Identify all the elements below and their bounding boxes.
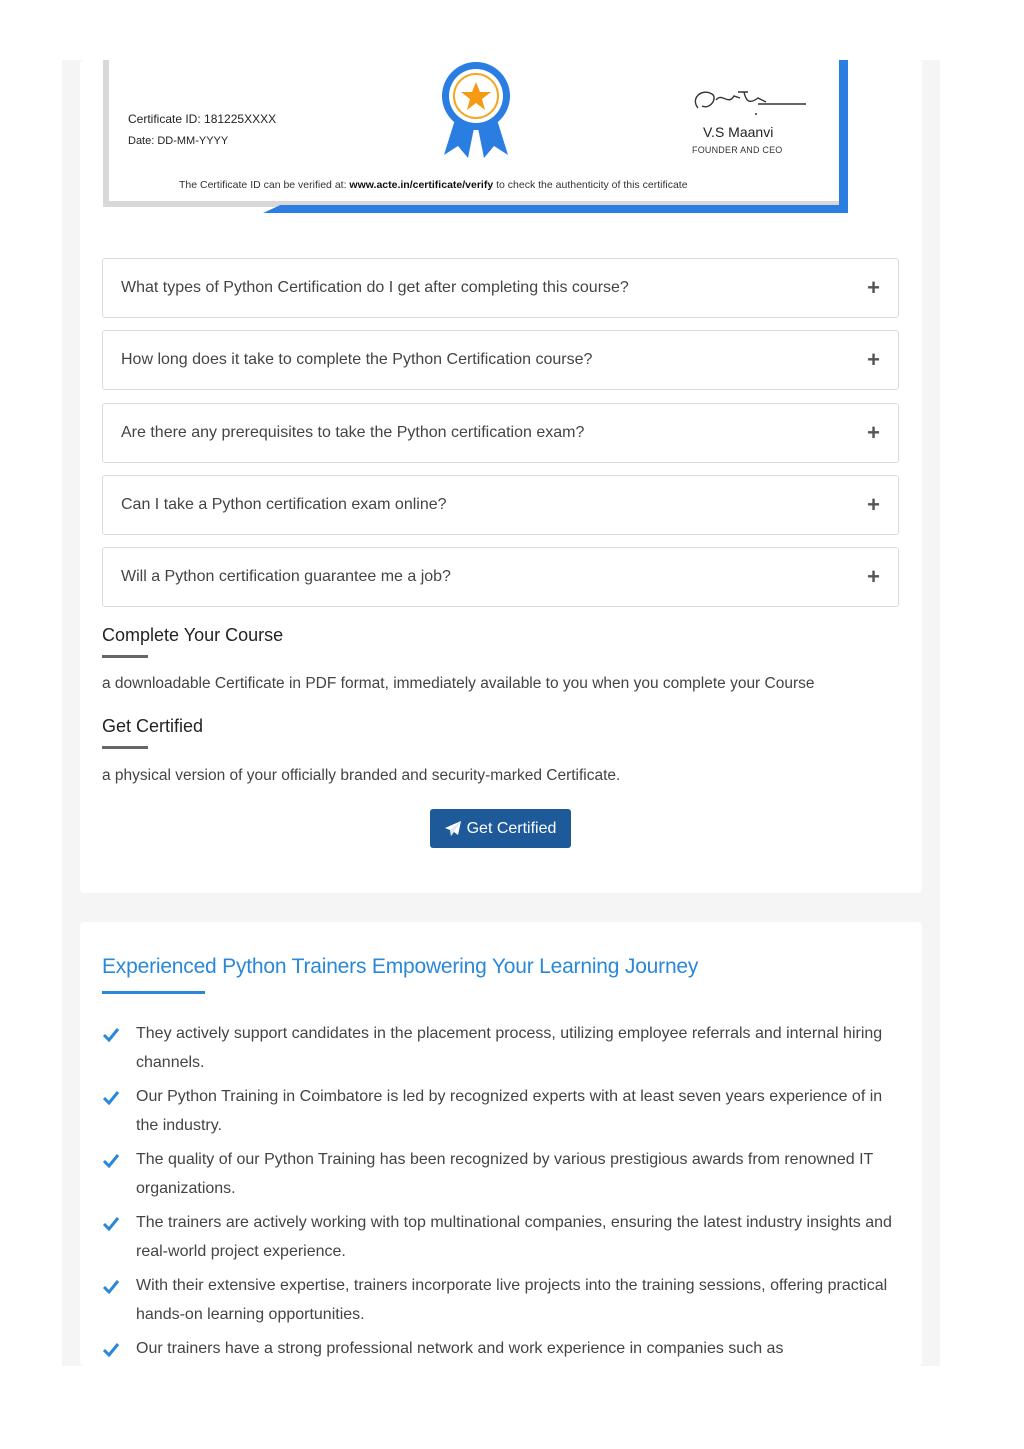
faq-question: Are there any prerequisites to take the Python certification exam?	[121, 424, 585, 441]
check-icon	[102, 1216, 120, 1232]
certificate-image	[103, 60, 848, 213]
plus-icon[interactable]: +	[867, 420, 880, 445]
complete-course-text: a downloadable Certificate in PDF format, immediately available to you when you complete your Course	[102, 675, 815, 692]
faq-item[interactable]	[102, 330, 899, 390]
get-certified-text: a physical version of your officially branded and security-marked Certificate.	[102, 767, 621, 784]
list-item: With their extensive expertise, trainers incorporate live projects into the training sessions, offering practical hands-on learning opportunities.	[102, 1277, 892, 1329]
faq-question: How long does it take to complete the Python Certification course?	[121, 351, 593, 368]
complete-course-title: Complete Your Course	[102, 625, 284, 645]
faq-item[interactable]	[102, 475, 899, 535]
certificate-id: Certificate ID: 181225XXXX	[128, 112, 277, 126]
check-icon	[102, 1153, 120, 1169]
signer-name: V.S Maanvi	[703, 124, 774, 140]
faq-item[interactable]	[102, 258, 899, 318]
get-certified-button-label: Get Certified	[466, 819, 557, 837]
certification-card	[80, 60, 922, 893]
check-icon	[102, 1342, 120, 1358]
signer-role: FOUNDER AND CEO	[692, 145, 783, 155]
plus-icon[interactable]: +	[867, 347, 880, 372]
get-certified-title: Get Certified	[102, 716, 204, 736]
faq-question: What types of Python Certification do I get after completing this course?	[121, 279, 629, 296]
faq-item[interactable]	[102, 547, 899, 607]
check-icon	[102, 1027, 120, 1043]
section-divider	[102, 746, 148, 749]
faq-question: Can I take a Python certification exam online?	[121, 496, 447, 513]
plus-icon[interactable]: +	[867, 564, 880, 589]
list-item: The trainers are actively working with top multinational companies, ensuring the latest industry insights and real-world project experience.	[102, 1214, 892, 1266]
faq-item[interactable]	[102, 403, 899, 463]
signature-icon	[688, 80, 808, 120]
plus-icon[interactable]: +	[867, 275, 880, 300]
award-ribbon-icon	[436, 60, 516, 160]
certificate-verify-note: The Certificate ID can be verified at: www.acte.in/certificate/verify to check the authenticity of this certificate	[179, 179, 688, 191]
trainers-card	[80, 922, 922, 1366]
section-divider	[102, 991, 205, 994]
plus-icon[interactable]: +	[867, 492, 880, 517]
check-icon	[102, 1279, 120, 1295]
list-item: The quality of our Python Training has been recognized by various prestigious awards from renowned IT organizations.	[102, 1151, 892, 1203]
certificate-date: Date: DD-MM-YYYY	[128, 135, 229, 147]
list-item: They actively support candidates in the placement process, utilizing employee referrals and internal hiring channels.	[102, 1025, 892, 1077]
faq-question: Will a Python certification guarantee me a job?	[121, 568, 451, 585]
check-icon	[102, 1090, 120, 1106]
paper-plane-icon	[445, 821, 461, 837]
get-certified-button[interactable]	[430, 809, 571, 848]
list-item: Our Python Training in Coimbatore is led by recognized experts with at least seven years experience of in the industry.	[102, 1088, 892, 1140]
trainers-title: Experienced Python Trainers Empowering Your Learning Journey	[102, 955, 699, 978]
section-divider	[102, 655, 148, 658]
list-item: Our trainers have a strong professional network and work experience in companies such as	[102, 1340, 892, 1363]
